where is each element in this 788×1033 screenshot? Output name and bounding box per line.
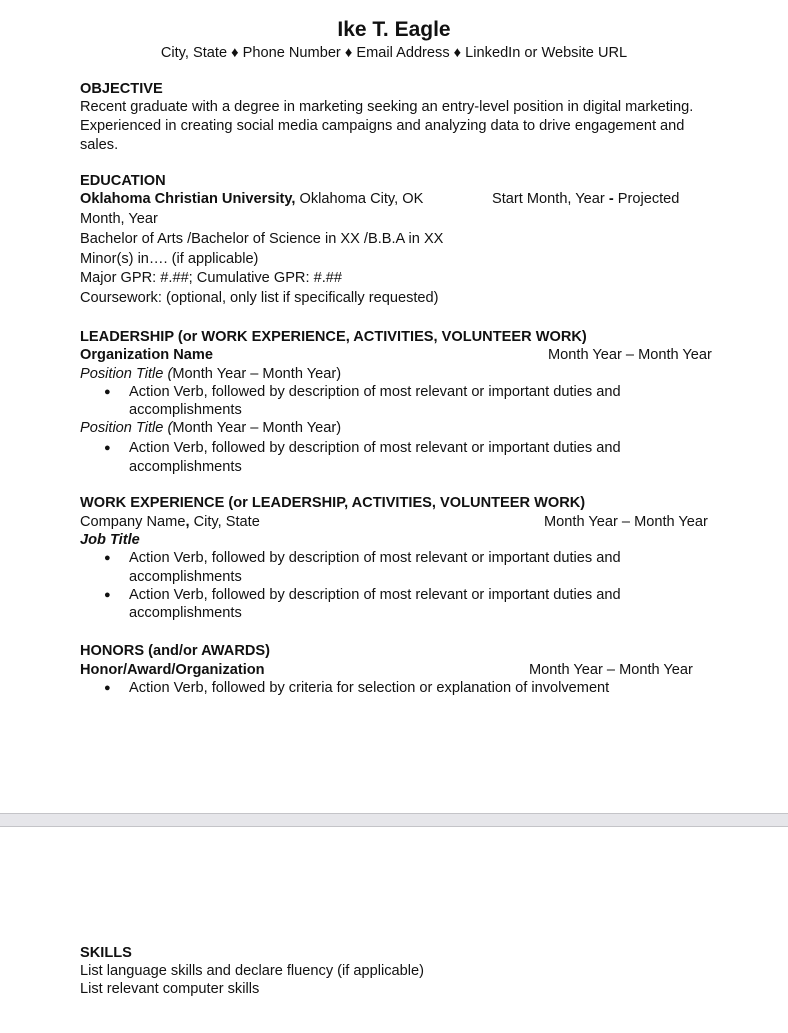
education-dates-dash: - [608, 191, 614, 207]
honors-bullet: Action Verb, followed by criteria for selection or explanation of involvement [129, 680, 610, 696]
leadership-position-1 [80, 365, 341, 385]
education-dates-start: Start Month, Year [492, 191, 609, 207]
work-bullet-2b: accomplishments [129, 605, 242, 621]
bullet-icon: ● [104, 589, 111, 601]
objective-heading: OBJECTIVE [80, 81, 163, 97]
leadership-bullet-1b: accomplishments [129, 402, 242, 418]
education-minor: Minor(s) in…. (if applicable) [80, 251, 259, 267]
bullet-icon: ● [104, 442, 111, 454]
leadership-heading: LEADERSHIP (or WORK EXPERIENCE, ACTIVITIES, VOLUNTEER WORK) [80, 329, 587, 345]
work-heading: WORK EXPERIENCE (or LEADERSHIP, ACTIVITIES, VOLUNTEER WORK) [80, 495, 586, 511]
education-location: Oklahoma City, OK [295, 191, 424, 207]
objective-line-2: Experienced in creating social media campaigns and analyzing data to drive engagement and [80, 118, 685, 134]
honors-heading: HONORS (and/or AWARDS) [80, 643, 270, 659]
work-bullet-1a: Action Verb, followed by description of most relevant or important duties and [129, 550, 621, 566]
work-company: Company Name [80, 514, 186, 530]
leadership-bullet-2a: Action Verb, followed by description of most relevant or important duties and [129, 440, 621, 456]
education-dates-wrap: Month, Year [80, 211, 158, 227]
education-coursework: Coursework: (optional, only list if specifically requested) [80, 290, 439, 306]
work-dates: Month Year – Month Year [544, 514, 708, 530]
education-degree: Bachelor of Arts /Bachelor of Science in XX /B.B.A in XX [80, 231, 444, 247]
education-dates-projected: Projected [613, 191, 680, 207]
work-location: City, State [189, 514, 260, 530]
work-bullet-1b: accomplishments [129, 569, 242, 585]
education-heading: EDUCATION [80, 173, 166, 189]
bullet-icon: ● [104, 386, 111, 398]
resume-name: Ike T. Eagle [337, 18, 451, 41]
position-title: Position Title ( [80, 366, 173, 382]
contact-line: City, State ♦ Phone Number ♦ Email Address ♦ LinkedIn or Website URL [160, 45, 628, 61]
honors-org: Honor/Award/Organization [80, 662, 265, 678]
work-company-line [80, 513, 260, 533]
education-dates [492, 190, 679, 210]
page-break-divider [0, 813, 788, 827]
honors-dates: Month Year – Month Year [529, 662, 693, 678]
leadership-dates: Month Year – Month Year [548, 347, 712, 363]
position-dates: Month Year – Month Year) [172, 366, 342, 382]
education-school-line [80, 190, 423, 210]
bullet-icon: ● [104, 682, 111, 694]
work-bullet-2a: Action Verb, followed by description of most relevant or important duties and [129, 587, 621, 603]
leadership-org: Organization Name [80, 347, 213, 363]
work-job-title: Job Title [80, 532, 140, 548]
objective-line-3: sales. [80, 137, 119, 153]
education-school: Oklahoma Christian University, [80, 191, 296, 207]
bullet-icon: ● [104, 552, 111, 564]
position-title: Position Title ( [80, 420, 173, 436]
leadership-bullet-2b: accomplishments [129, 459, 242, 475]
education-gpa: Major GPR: #.##; Cumulative GPR: #.## [80, 270, 342, 286]
position-dates: Month Year – Month Year) [172, 420, 342, 436]
leadership-bullet-1a: Action Verb, followed by description of most relevant or important duties and [129, 384, 621, 400]
skills-heading: SKILLS [80, 945, 132, 961]
objective-line-1: Recent graduate with a degree in marketing seeking an entry-level position in digital marketing. [80, 99, 694, 115]
skills-line-2: List relevant computer skills [80, 981, 260, 997]
skills-line-1: List language skills and declare fluency (if applicable) [80, 963, 424, 979]
work-comma: , [185, 514, 190, 530]
leadership-position-2 [80, 419, 341, 439]
